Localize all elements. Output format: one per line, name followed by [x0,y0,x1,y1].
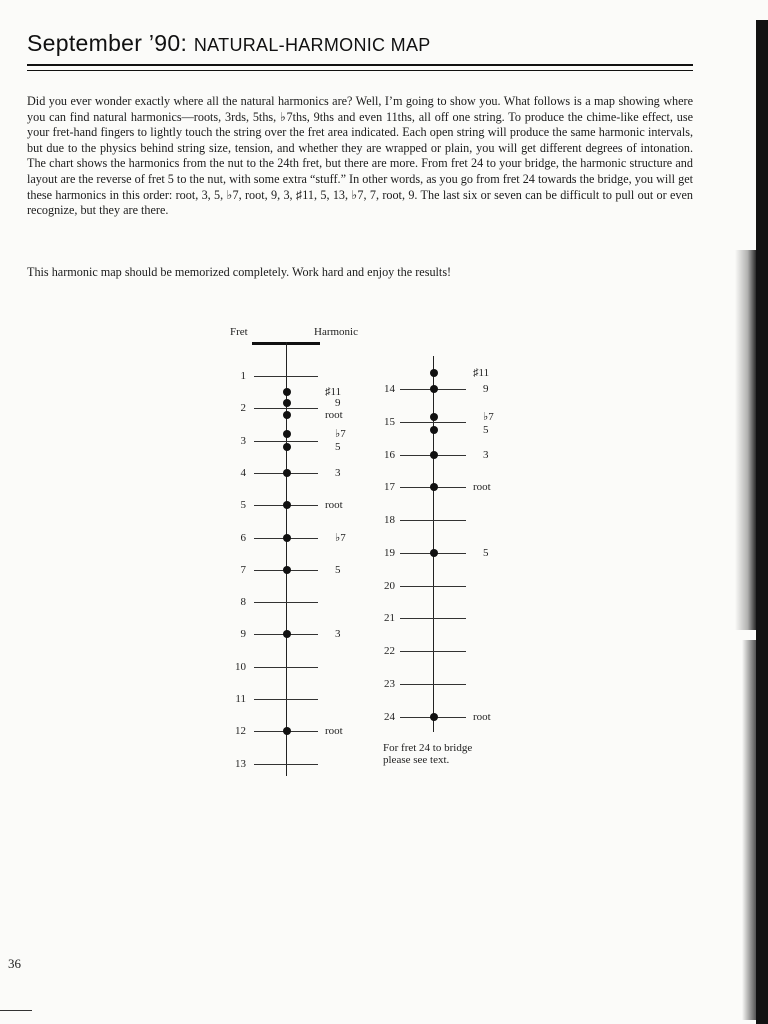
fret-number: 23 [384,677,395,690]
fret-number: 2 [240,402,246,415]
fret-number: 15 [384,415,395,428]
harmonic-label: ♯11 [473,366,490,379]
harmonic-label: ♭7 [335,531,346,544]
title-rule-thin [27,70,693,71]
fret-number: 10 [235,660,246,673]
harmonic-label: root [473,710,491,723]
harmonic-dot [283,534,291,542]
page-number: 36 [8,956,21,971]
harmonic-dot [283,501,291,509]
fret-number: 11 [235,693,246,705]
closing-paragraph: This harmonic map should be memorized completely. Work hard and enjoy the results! [27,265,452,279]
fret-number: 22 [384,645,395,657]
fret-number: 13 [235,757,246,770]
harmonic-dot [283,443,291,451]
harmonic-dot [430,426,438,434]
fret-number: 4 [240,466,246,479]
harmonic-dot [283,430,291,438]
harmonic-dot [430,549,438,557]
fret-line [254,667,318,668]
fret-number: 16 [384,448,395,461]
fret-number: 8 [240,596,246,609]
fret-number: 20 [384,579,395,592]
scan-edge-fade-upper [735,250,756,630]
title-main: September ’90: [27,30,194,56]
harmonic-label: 3 [335,466,341,479]
intro-paragraph: Did you ever wonder exactly where all the natural harmonics are? Well, I’m going to show you. What follows is a map showing where you can find natural harmonics—roots, 3rds, 5ths, ♭7ths, 9ths and even 11ths, all off one string. To produce the chime-like effect, use your fret-hand fingers to lightly touch the string over the fret area indicated. Each open string will produce the same harmonic intervals, but due to the physics behind string size, tension, and whether they are wrapped or plain, you will get different degrees of intonation. The chart shows the harmonics from the nut to the 24th fret, but there are more. From fret 24 to your bridge, the harmonic structure and layout are the reverse of fret 5 to the nut, with some extra “stuff.” In other words, as you go from fret 24 towards the bridge, you will get these harmonics in this order: root, 3, 5, ♭7, root, 9, 3, ♯11, 5, 13, ♭7, 7, root, 9. The last six or seven can be difficult to pull out or even recognize, but they are there. [27,94,693,218]
fret-line [254,699,318,700]
harmonic-dot [430,451,438,459]
harmonic-dot [283,469,291,477]
fret-line [400,520,466,521]
fret-number: 24 [384,710,395,723]
harmonic-label: 5 [335,441,341,454]
fret-number: 17 [384,481,395,494]
harmonic-label: 5 [483,423,489,436]
fret-number: 21 [384,612,395,625]
fret-line [254,441,318,442]
harmonic-dot [283,399,291,407]
fret-line [400,618,466,619]
harmonic-dot [283,411,291,419]
fret-line [254,602,318,603]
harmonic-label: root [473,481,491,494]
harmonic-label: 3 [483,448,489,461]
bottom-mark [0,1010,32,1011]
page-title [27,30,431,57]
fret-header: Fret [230,326,248,338]
harmonic-dot [430,483,438,491]
scan-edge-fade-lower [742,640,756,1020]
fret-number: 1 [240,370,246,382]
fret-line [400,651,466,652]
harmonic-label: root [325,725,343,738]
title-rule-thick [27,64,693,66]
title-small-caps: NATURAL-HARMONIC MAP [193,35,431,55]
harmonic-label: ♭7 [483,410,494,423]
harmonic-dot [430,713,438,721]
harmonic-label: root [325,408,343,421]
harmonic-dot [283,566,291,574]
harmonic-dot [283,727,291,735]
harmonic-dot [430,413,438,421]
harmonic-label: 5 [483,546,489,559]
bridge-note: For fret 24 to bridge please see text. [383,742,473,766]
harmonic-label: root [325,499,343,512]
fret-line [254,376,318,377]
fret-number: 14 [384,383,395,395]
scan-edge-shadow [756,20,768,1024]
fret-number: 12 [235,725,246,738]
harmonic-dot [283,630,291,638]
harmonic-label: 5 [335,563,341,576]
fret-line [254,764,318,765]
fret-number: 5 [240,499,246,512]
fret-number: 18 [384,514,395,526]
fret-number: 9 [240,628,246,641]
fret-number: 3 [240,434,246,447]
harmonic-dot [430,385,438,393]
fret-line [400,586,466,587]
harmonic-dot [283,388,291,396]
fret-line [400,684,466,685]
fret-line [400,422,466,423]
fret-number: 6 [240,531,246,544]
fret-number: 19 [384,546,395,559]
fret-number: 7 [240,563,246,576]
harmonic-label: 9 [335,397,341,410]
harmonic-label: ♭7 [335,428,346,441]
harmonic-dot [430,369,438,377]
harmonic-label: 9 [483,383,489,395]
harmonic-label: 3 [335,628,341,641]
harmonic-header: Harmonic [314,326,358,338]
harmonic-label: ♯11 [325,386,342,399]
fret-line [254,408,318,409]
